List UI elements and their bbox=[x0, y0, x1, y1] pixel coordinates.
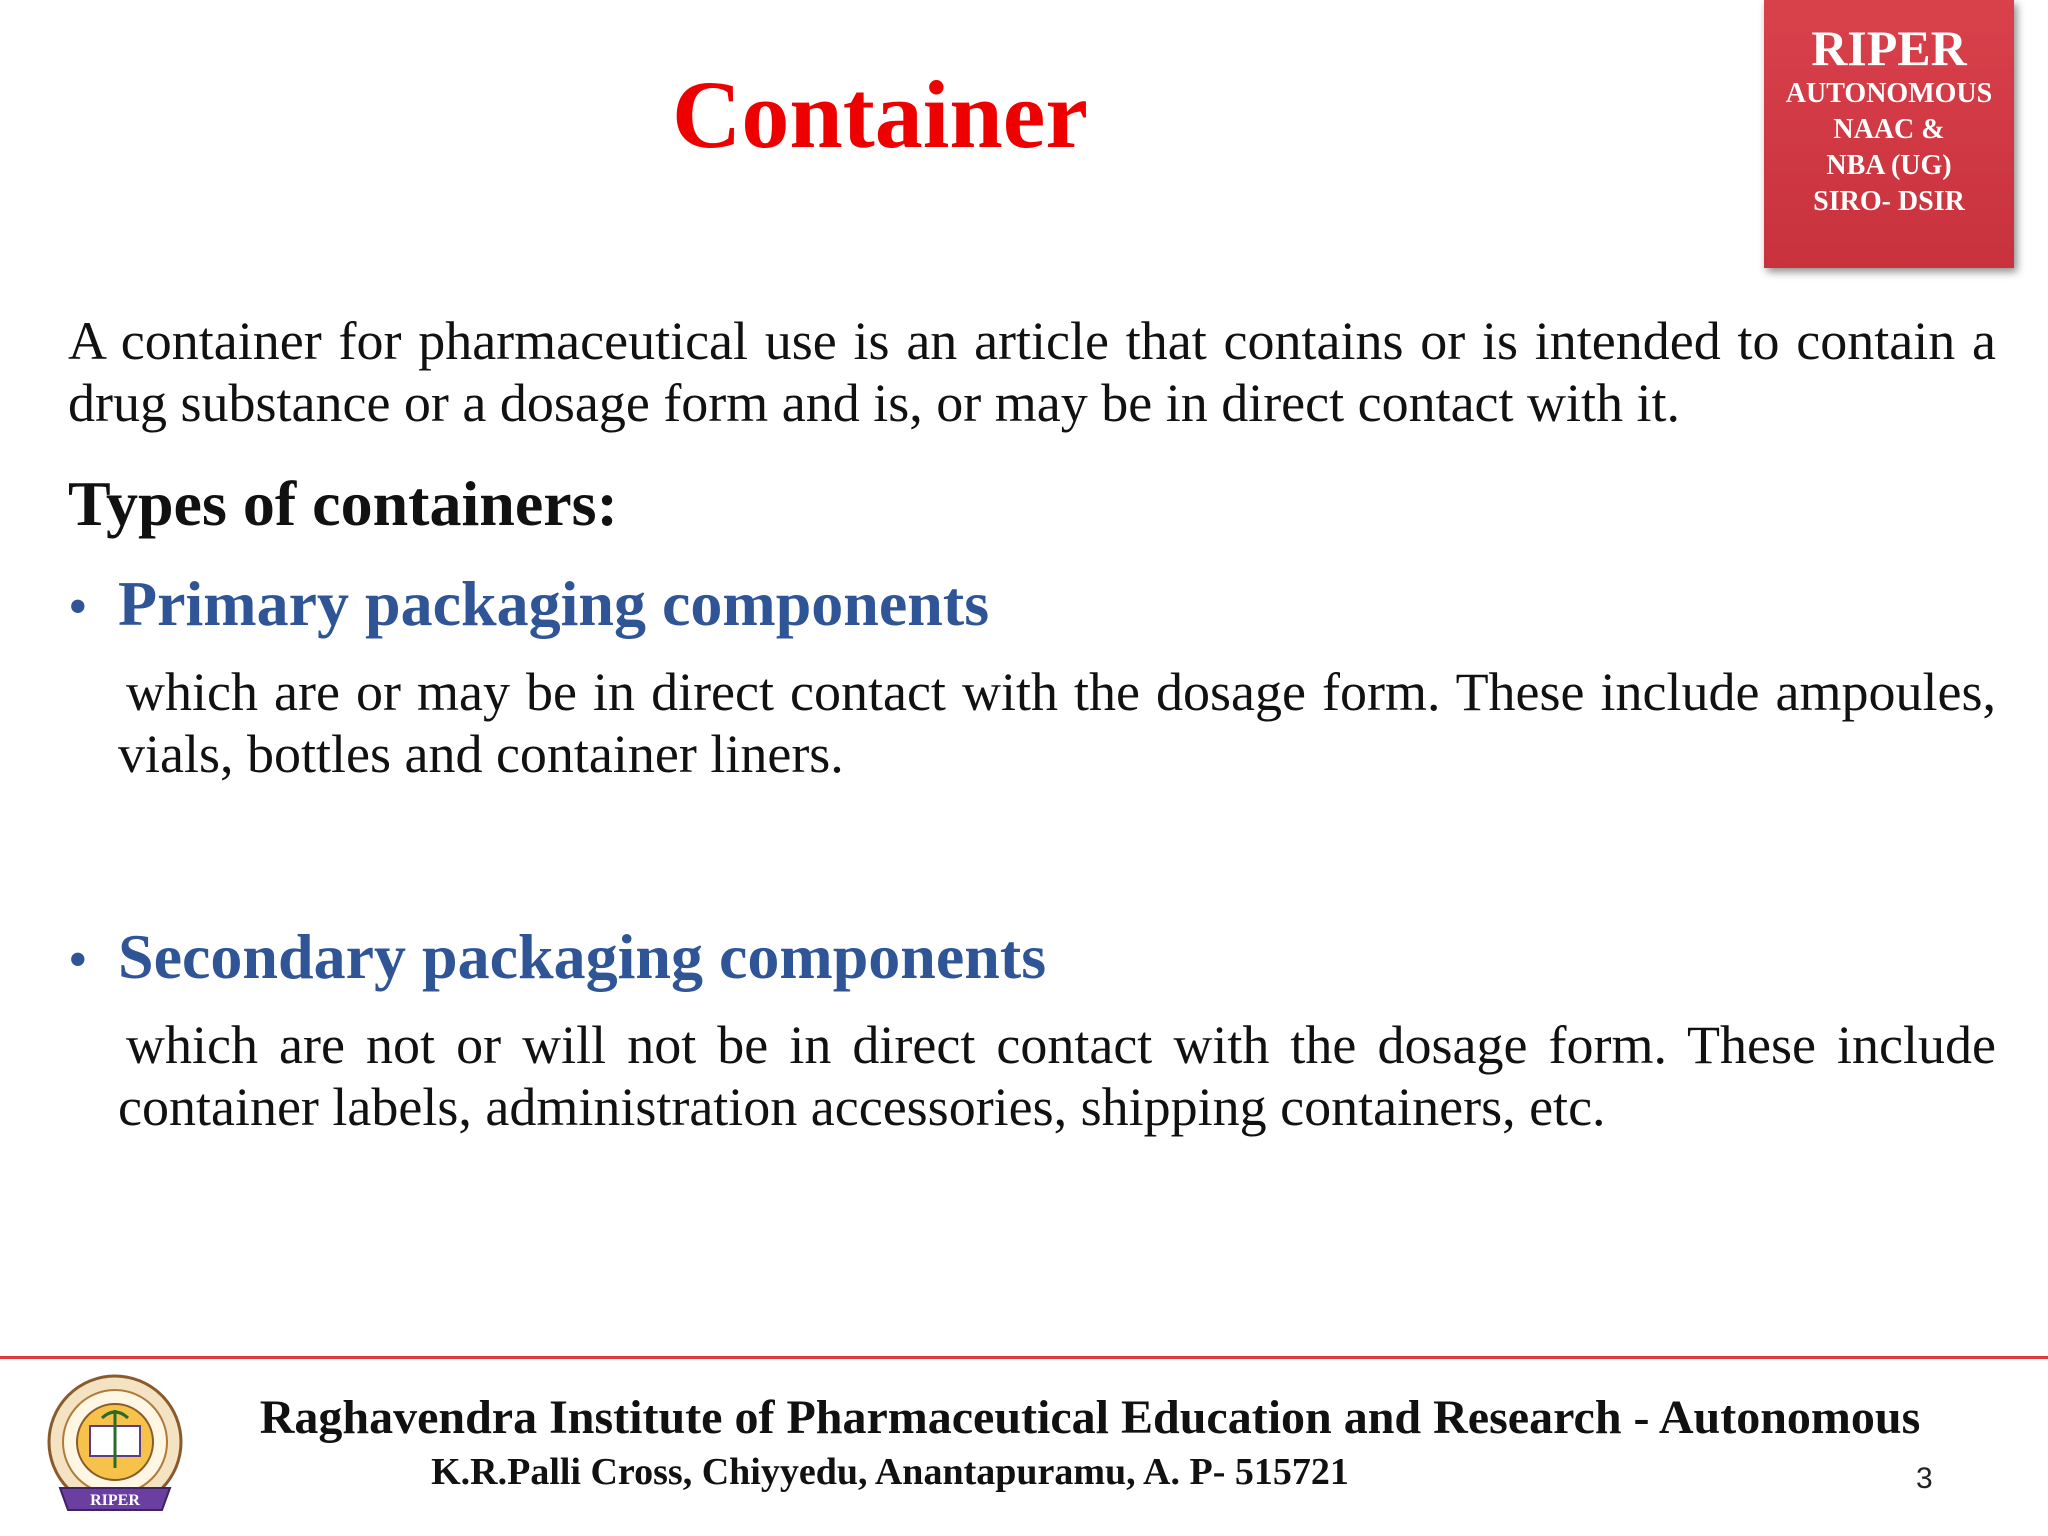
logo-banner-text: RIPER bbox=[90, 1492, 140, 1509]
bullet-heading-secondary: Secondary packaging components bbox=[118, 921, 1047, 992]
bullet-dot-icon: • bbox=[68, 929, 88, 991]
bullet-description-secondary: which are not or will not be in direct contact with the dosage form. These include container labels, administration accessories, shipping containers, etc. bbox=[118, 1015, 1996, 1137]
footer-institution: Raghavendra Institute of Pharmaceutical Education and Research - Autonomous bbox=[259, 1391, 1921, 1444]
page-number: 3 bbox=[1916, 1462, 1933, 1495]
riper-badge bbox=[1764, 0, 2014, 268]
bullet-dot-icon: • bbox=[68, 576, 88, 638]
badge-line-autonomous: AUTONOMOUS bbox=[1785, 78, 1993, 109]
bullet-heading-primary: Primary packaging components bbox=[118, 568, 990, 639]
slide-content bbox=[68, 310, 1996, 1138]
footer-address: K.R.Palli Cross, Chiyyedu, Anantapuramu, A. P- 515721 bbox=[431, 1451, 1349, 1493]
bullet-description-primary: which are or may be in direct contact with the dosage form. These include ampoules, vials, bottles and container liners. bbox=[118, 662, 1996, 784]
intro-paragraph: A container for pharmaceutical use is an article that contains or is intended to contain a drug substance or a dosage form and is, or may be in direct contact with it. bbox=[68, 311, 1996, 433]
institution-logo-icon bbox=[38, 1370, 192, 1524]
badge-line-nba: NBA (UG) bbox=[1826, 150, 1952, 181]
bullet-secondary bbox=[68, 917, 1996, 1000]
slide-title: Container bbox=[672, 61, 1088, 168]
bullet-primary bbox=[68, 564, 1996, 647]
types-heading: Types of containers: bbox=[68, 468, 618, 539]
badge-title: RIPER bbox=[1811, 20, 1967, 76]
footer-divider bbox=[0, 1356, 2048, 1359]
badge-line-siro: SIRO- DSIR bbox=[1813, 186, 1965, 217]
badge-line-naac: NAAC & bbox=[1833, 114, 1945, 145]
